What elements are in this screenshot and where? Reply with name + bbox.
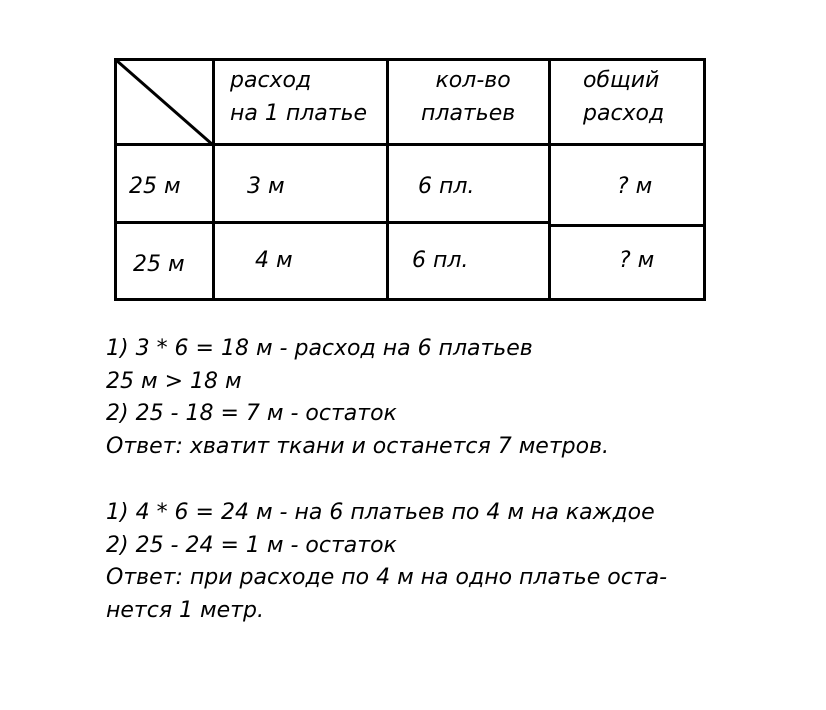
header-count-line1: кол-во (435, 68, 511, 93)
solution-part1 (106, 333, 609, 463)
solution1-step2: 2) 25 - 18 = 7 м - остаток (106, 401, 397, 426)
header-per-dress-line1: расход (230, 68, 312, 93)
header-count (421, 64, 515, 130)
solution2-step1: 1) 4 * 6 = 24 м - на 6 платьев по 4 м на каждое (106, 500, 655, 525)
solution2-step2: 2) 25 - 24 = 1 м - остаток (106, 532, 397, 558)
solution1-step1: 1) 3 * 6 = 18 м - расход на 6 платьев (106, 336, 533, 361)
header-total-use-line2: расход (583, 101, 665, 126)
header-per-dress (230, 64, 367, 130)
header-total-use (583, 64, 664, 130)
header-total-use-line1: общий (583, 68, 660, 93)
solution1-compare: 25 м > 18 м (106, 368, 242, 394)
solution1-answer: Ответ: хватит ткани и останется 7 метров. (106, 433, 610, 459)
header-per-dress-line2: на 1 платье (230, 101, 368, 126)
row2-count: 6 пл. (412, 248, 469, 273)
row2-per-dress: 4 м (255, 248, 293, 273)
row1-total: 25 м (129, 174, 181, 199)
row1-total-use: ? м (617, 174, 653, 199)
solution-part2 (106, 497, 667, 627)
row1-per-dress: 3 м (247, 174, 285, 199)
solution2-answer-line2: нется 1 метр. (106, 597, 264, 623)
row1-count: 6 пл. (418, 174, 475, 199)
row2-total-use: ? м (619, 248, 655, 273)
solution2-answer-line1: Ответ: при расходе по 4 м на одно платье оста- (106, 565, 668, 590)
row2-total: 25 м (133, 252, 185, 277)
header-count-line2: платьев (421, 101, 516, 126)
